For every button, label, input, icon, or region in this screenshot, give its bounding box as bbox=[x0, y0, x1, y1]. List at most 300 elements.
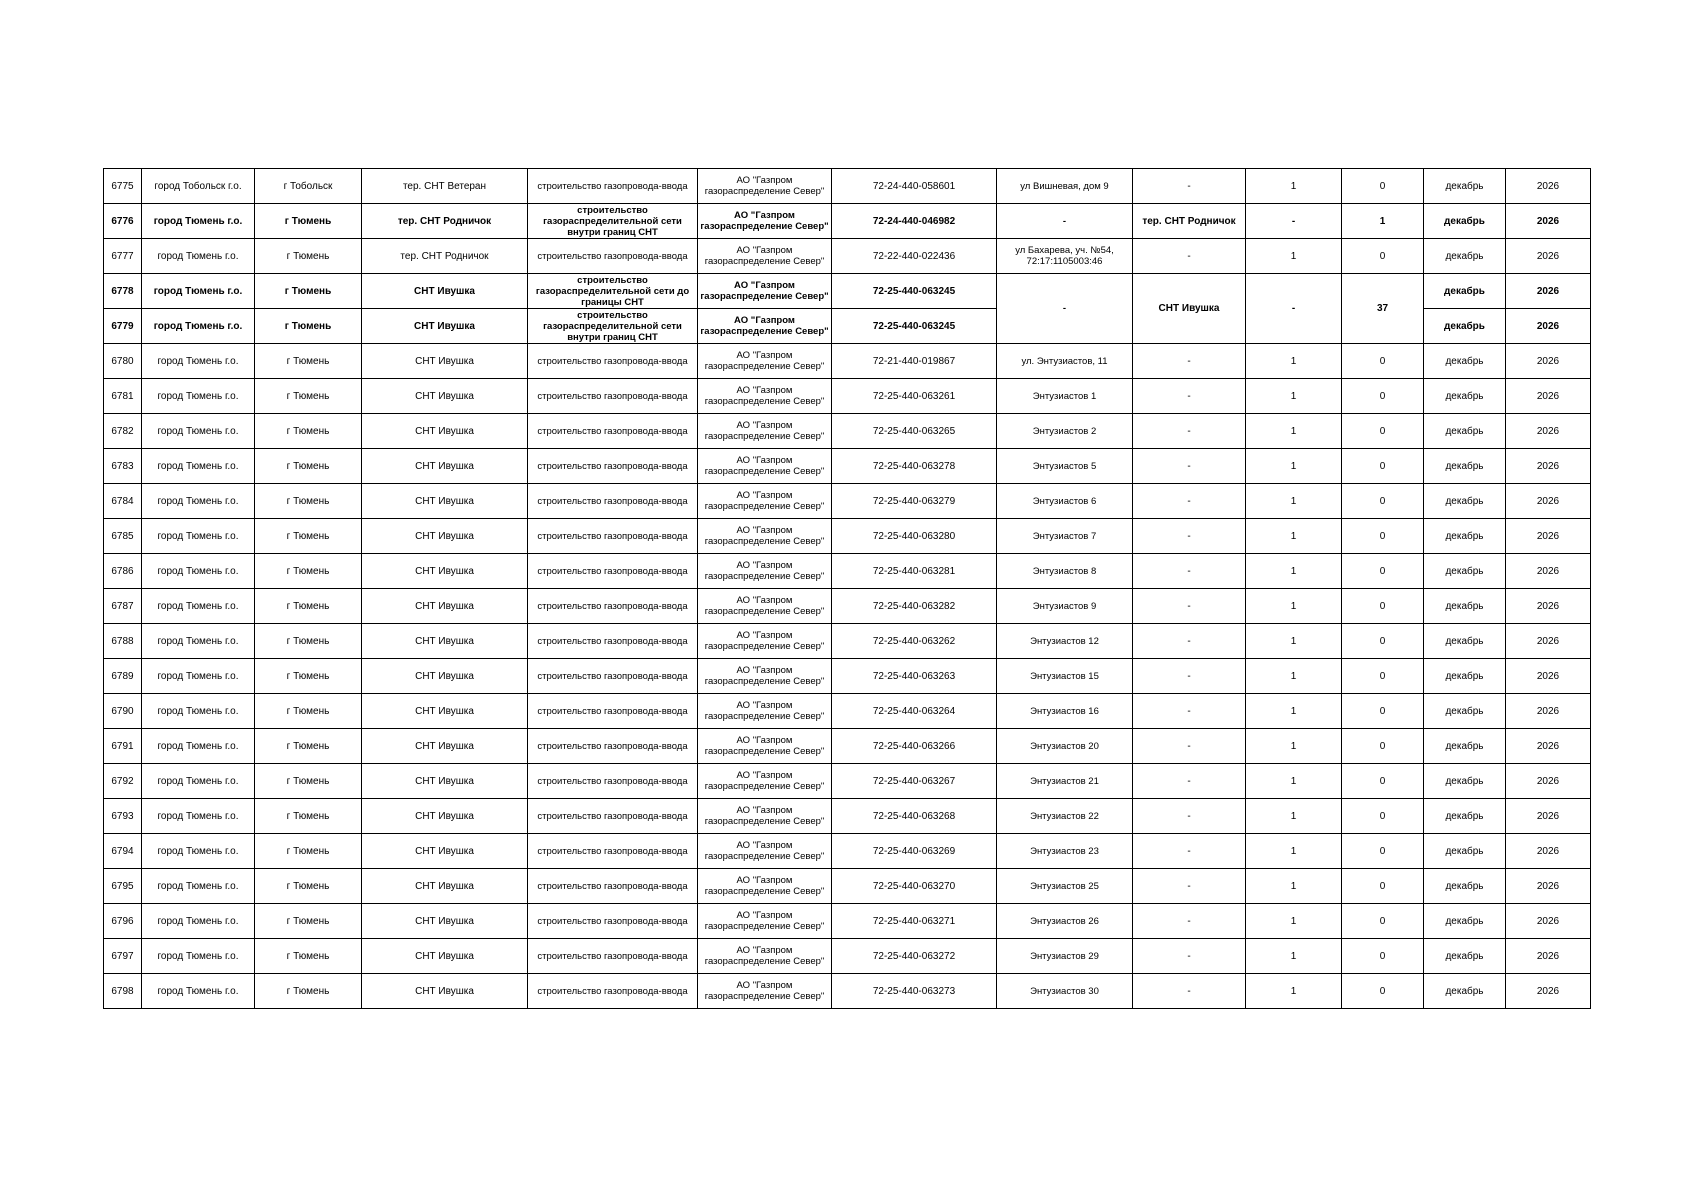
cell-snt-name: тер. СНТ Родничок bbox=[1133, 204, 1246, 239]
cell-application-number: 72-25-440-063279 bbox=[832, 484, 997, 519]
cell-application-number: 72-25-440-063282 bbox=[832, 589, 997, 624]
cell-snt-name: - bbox=[1133, 799, 1246, 834]
cell-row-number: 6797 bbox=[104, 939, 142, 974]
cell-application-number: 72-25-440-063264 bbox=[832, 694, 997, 729]
cell-month: декабрь bbox=[1424, 694, 1506, 729]
cell-work-type: строительство газопровода-ввода bbox=[528, 974, 698, 1009]
cell-organization: АО "Газпром газораспределение Север" bbox=[698, 554, 832, 589]
cell-month: декабрь bbox=[1424, 344, 1506, 379]
cell-locality: г Тюмень bbox=[255, 764, 362, 799]
cell-month: декабрь bbox=[1424, 799, 1506, 834]
cell-year: 2026 bbox=[1506, 904, 1591, 939]
cell-snt-name: - bbox=[1133, 519, 1246, 554]
cell-organization: АО "Газпром газораспределение Север" bbox=[698, 239, 832, 274]
cell-work-type: строительство газопровода-ввода bbox=[528, 554, 698, 589]
cell-year: 2026 bbox=[1506, 519, 1591, 554]
table-row bbox=[104, 834, 1591, 869]
cell-work-type: строительство газопровода-ввода bbox=[528, 344, 698, 379]
cell-address: Энтузиастов 7 bbox=[997, 519, 1133, 554]
cell-year: 2026 bbox=[1506, 834, 1591, 869]
cell-address: Энтузиастов 6 bbox=[997, 484, 1133, 519]
cell-snt-name: - bbox=[1133, 764, 1246, 799]
cell-work-type: строительство газопровода-ввода bbox=[528, 939, 698, 974]
cell-territory: СНТ Ивушка bbox=[362, 344, 528, 379]
cell-municipality: город Тюмень г.о. bbox=[142, 344, 255, 379]
cell-count-inputs: 1 bbox=[1246, 414, 1342, 449]
cell-row-number: 6796 bbox=[104, 904, 142, 939]
cell-count-inputs: 1 bbox=[1246, 799, 1342, 834]
cell-month: декабрь bbox=[1424, 519, 1506, 554]
cell-count-networks: 37 bbox=[1342, 274, 1424, 344]
cell-month: декабрь bbox=[1424, 204, 1506, 239]
cell-count-inputs: 1 bbox=[1246, 974, 1342, 1009]
cell-row-number: 6784 bbox=[104, 484, 142, 519]
cell-locality: г Тюмень bbox=[255, 519, 362, 554]
cell-organization: АО "Газпром газораспределение Север" bbox=[698, 939, 832, 974]
cell-address: Энтузиастов 8 bbox=[997, 554, 1133, 589]
cell-snt-name: - bbox=[1133, 939, 1246, 974]
cell-application-number: 72-25-440-063278 bbox=[832, 449, 997, 484]
table-row bbox=[104, 344, 1591, 379]
cell-work-type: строительство газопровода-ввода bbox=[528, 414, 698, 449]
cell-count-networks: 0 bbox=[1342, 869, 1424, 904]
cell-address: ул Вишневая, дом 9 bbox=[997, 169, 1133, 204]
cell-locality: г Тюмень bbox=[255, 869, 362, 904]
cell-work-type: строительство газопровода-ввода bbox=[528, 519, 698, 554]
cell-application-number: 72-25-440-063245 bbox=[832, 274, 997, 309]
cell-municipality: город Тюмень г.о. bbox=[142, 624, 255, 659]
cell-territory: СНТ Ивушка bbox=[362, 904, 528, 939]
cell-work-type: строительство газопровода-ввода bbox=[528, 169, 698, 204]
cell-work-type: строительство газопровода-ввода bbox=[528, 904, 698, 939]
cell-locality: г Тюмень bbox=[255, 904, 362, 939]
cell-snt-name: - bbox=[1133, 694, 1246, 729]
cell-snt-name: - bbox=[1133, 379, 1246, 414]
cell-territory: СНТ Ивушка bbox=[362, 659, 528, 694]
cell-work-type: строительство газопровода-ввода bbox=[528, 589, 698, 624]
cell-count-inputs: 1 bbox=[1246, 239, 1342, 274]
cell-count-inputs: 1 bbox=[1246, 484, 1342, 519]
cell-count-networks: 0 bbox=[1342, 169, 1424, 204]
cell-count-networks: 0 bbox=[1342, 414, 1424, 449]
cell-application-number: 72-24-440-046982 bbox=[832, 204, 997, 239]
cell-year: 2026 bbox=[1506, 694, 1591, 729]
table-row bbox=[104, 204, 1591, 239]
cell-organization: АО "Газпром газораспределение Север" bbox=[698, 344, 832, 379]
cell-address: Энтузиастов 5 bbox=[997, 449, 1133, 484]
cell-municipality: город Тюмень г.о. bbox=[142, 764, 255, 799]
cell-territory: СНТ Ивушка bbox=[362, 309, 528, 344]
cell-count-networks: 0 bbox=[1342, 799, 1424, 834]
cell-work-type: строительство газопровода-ввода bbox=[528, 659, 698, 694]
table-row bbox=[104, 974, 1591, 1009]
cell-snt-name: - bbox=[1133, 974, 1246, 1009]
cell-application-number: 72-25-440-063265 bbox=[832, 414, 997, 449]
cell-locality: г Тобольск bbox=[255, 169, 362, 204]
table-row bbox=[104, 939, 1591, 974]
cell-work-type: строительство газопровода-ввода bbox=[528, 834, 698, 869]
cell-organization: АО "Газпром газораспределение Север" bbox=[698, 484, 832, 519]
cell-month: декабрь bbox=[1424, 729, 1506, 764]
cell-application-number: 72-25-440-063262 bbox=[832, 624, 997, 659]
cell-organization: АО "Газпром газораспределение Север" bbox=[698, 589, 832, 624]
cell-address: Энтузиастов 26 bbox=[997, 904, 1133, 939]
cell-work-type: строительство газопровода-ввода bbox=[528, 624, 698, 659]
cell-count-inputs: 1 bbox=[1246, 869, 1342, 904]
cell-snt-name: - bbox=[1133, 449, 1246, 484]
cell-application-number: 72-21-440-019867 bbox=[832, 344, 997, 379]
cell-locality: г Тюмень bbox=[255, 484, 362, 519]
cell-territory: тер. СНТ Родничок bbox=[362, 204, 528, 239]
cell-count-networks: 0 bbox=[1342, 764, 1424, 799]
cell-count-inputs: 1 bbox=[1246, 519, 1342, 554]
cell-row-number: 6777 bbox=[104, 239, 142, 274]
cell-count-networks: 0 bbox=[1342, 624, 1424, 659]
cell-locality: г Тюмень bbox=[255, 659, 362, 694]
cell-snt-name: - bbox=[1133, 834, 1246, 869]
cell-address: - bbox=[997, 274, 1133, 344]
cell-month: декабрь bbox=[1424, 414, 1506, 449]
cell-address: ул Бахарева, уч. №54, 72:17:1105003:46 bbox=[997, 239, 1133, 274]
cell-year: 2026 bbox=[1506, 414, 1591, 449]
cell-snt-name: СНТ Ивушка bbox=[1133, 274, 1246, 344]
cell-month: декабрь bbox=[1424, 169, 1506, 204]
cell-month: декабрь bbox=[1424, 974, 1506, 1009]
cell-locality: г Тюмень bbox=[255, 729, 362, 764]
cell-organization: АО "Газпром газораспределение Север" bbox=[698, 169, 832, 204]
cell-count-networks: 0 bbox=[1342, 904, 1424, 939]
cell-row-number: 6776 bbox=[104, 204, 142, 239]
cell-snt-name: - bbox=[1133, 484, 1246, 519]
cell-address: Энтузиастов 9 bbox=[997, 589, 1133, 624]
cell-organization: АО "Газпром газораспределение Север" bbox=[698, 974, 832, 1009]
cell-locality: г Тюмень bbox=[255, 239, 362, 274]
cell-locality: г Тюмень bbox=[255, 974, 362, 1009]
table-row bbox=[104, 694, 1591, 729]
cell-year: 2026 bbox=[1506, 449, 1591, 484]
cell-month: декабрь bbox=[1424, 869, 1506, 904]
cell-row-number: 6790 bbox=[104, 694, 142, 729]
cell-application-number: 72-25-440-063270 bbox=[832, 869, 997, 904]
cell-count-networks: 0 bbox=[1342, 554, 1424, 589]
table-row bbox=[104, 274, 1591, 309]
cell-municipality: город Тюмень г.о. bbox=[142, 589, 255, 624]
cell-work-type: строительство газопровода-ввода bbox=[528, 799, 698, 834]
table-row bbox=[104, 729, 1591, 764]
cell-year: 2026 bbox=[1506, 869, 1591, 904]
cell-municipality: город Тюмень г.о. bbox=[142, 239, 255, 274]
cell-snt-name: - bbox=[1133, 904, 1246, 939]
cell-municipality: город Тобольск г.о. bbox=[142, 169, 255, 204]
cell-territory: СНТ Ивушка bbox=[362, 729, 528, 764]
cell-count-inputs: 1 bbox=[1246, 834, 1342, 869]
cell-count-networks: 0 bbox=[1342, 519, 1424, 554]
table-row bbox=[104, 169, 1591, 204]
table-row bbox=[104, 519, 1591, 554]
cell-organization: АО "Газпром газораспределение Север" bbox=[698, 659, 832, 694]
cell-row-number: 6791 bbox=[104, 729, 142, 764]
cell-count-networks: 0 bbox=[1342, 239, 1424, 274]
cell-municipality: город Тюмень г.о. bbox=[142, 904, 255, 939]
cell-work-type: строительство газопровода-ввода bbox=[528, 764, 698, 799]
cell-address: Энтузиастов 2 bbox=[997, 414, 1133, 449]
cell-count-inputs: 1 bbox=[1246, 344, 1342, 379]
cell-address: Энтузиастов 16 bbox=[997, 694, 1133, 729]
cell-snt-name: - bbox=[1133, 659, 1246, 694]
cell-organization: АО "Газпром газораспределение Север" bbox=[698, 414, 832, 449]
cell-territory: СНТ Ивушка bbox=[362, 589, 528, 624]
cell-application-number: 72-25-440-063263 bbox=[832, 659, 997, 694]
cell-year: 2026 bbox=[1506, 624, 1591, 659]
cell-application-number: 72-25-440-063272 bbox=[832, 939, 997, 974]
cell-locality: г Тюмень bbox=[255, 379, 362, 414]
cell-municipality: город Тюмень г.о. bbox=[142, 659, 255, 694]
cell-count-networks: 0 bbox=[1342, 449, 1424, 484]
table-row bbox=[104, 869, 1591, 904]
cell-locality: г Тюмень bbox=[255, 204, 362, 239]
cell-count-networks: 0 bbox=[1342, 729, 1424, 764]
cell-row-number: 6779 bbox=[104, 309, 142, 344]
cell-organization: АО "Газпром газораспределение Север" bbox=[698, 449, 832, 484]
cell-territory: СНТ Ивушка bbox=[362, 449, 528, 484]
table-body bbox=[104, 169, 1591, 1009]
cell-municipality: город Тюмень г.о. bbox=[142, 554, 255, 589]
cell-address: Энтузиастов 21 bbox=[997, 764, 1133, 799]
cell-snt-name: - bbox=[1133, 729, 1246, 764]
cell-application-number: 72-22-440-022436 bbox=[832, 239, 997, 274]
cell-snt-name: - bbox=[1133, 344, 1246, 379]
cell-count-inputs: - bbox=[1246, 204, 1342, 239]
cell-territory: СНТ Ивушка bbox=[362, 519, 528, 554]
cell-organization: АО "Газпром газораспределение Север" bbox=[698, 764, 832, 799]
cell-snt-name: - bbox=[1133, 624, 1246, 659]
cell-work-type: строительство газопровода-ввода bbox=[528, 869, 698, 904]
cell-address: ул. Энтузиастов, 11 bbox=[997, 344, 1133, 379]
cell-month: декабрь bbox=[1424, 834, 1506, 869]
cell-territory: СНТ Ивушка bbox=[362, 764, 528, 799]
cell-application-number: 72-25-440-063245 bbox=[832, 309, 997, 344]
cell-locality: г Тюмень bbox=[255, 554, 362, 589]
cell-work-type: строительство газопровода-ввода bbox=[528, 379, 698, 414]
cell-count-inputs: 1 bbox=[1246, 939, 1342, 974]
cell-territory: СНТ Ивушка bbox=[362, 554, 528, 589]
cell-count-inputs: 1 bbox=[1246, 554, 1342, 589]
cell-address: Энтузиастов 20 bbox=[997, 729, 1133, 764]
cell-count-inputs: 1 bbox=[1246, 589, 1342, 624]
cell-organization: АО "Газпром газораспределение Север" bbox=[698, 204, 832, 239]
cell-count-networks: 0 bbox=[1342, 694, 1424, 729]
cell-year: 2026 bbox=[1506, 239, 1591, 274]
cell-territory: СНТ Ивушка bbox=[362, 694, 528, 729]
table-row bbox=[104, 799, 1591, 834]
cell-municipality: город Тюмень г.о. bbox=[142, 799, 255, 834]
cell-work-type: строительство газораспределительной сети внутри границ СНТ bbox=[528, 309, 698, 344]
cell-row-number: 6780 bbox=[104, 344, 142, 379]
cell-month: декабрь bbox=[1424, 904, 1506, 939]
cell-locality: г Тюмень bbox=[255, 624, 362, 659]
gas-connection-schedule-table bbox=[103, 168, 1591, 1009]
cell-address: Энтузиастов 23 bbox=[997, 834, 1133, 869]
cell-year: 2026 bbox=[1506, 309, 1591, 344]
table-row bbox=[104, 624, 1591, 659]
cell-snt-name: - bbox=[1133, 554, 1246, 589]
cell-municipality: город Тюмень г.о. bbox=[142, 519, 255, 554]
cell-application-number: 72-24-440-058601 bbox=[832, 169, 997, 204]
cell-month: декабрь bbox=[1424, 939, 1506, 974]
cell-row-number: 6792 bbox=[104, 764, 142, 799]
cell-year: 2026 bbox=[1506, 274, 1591, 309]
table-row bbox=[104, 764, 1591, 799]
cell-year: 2026 bbox=[1506, 939, 1591, 974]
cell-municipality: город Тюмень г.о. bbox=[142, 694, 255, 729]
cell-count-networks: 0 bbox=[1342, 379, 1424, 414]
cell-row-number: 6795 bbox=[104, 869, 142, 904]
cell-count-inputs: 1 bbox=[1246, 449, 1342, 484]
cell-organization: АО "Газпром газораспределение Север" bbox=[698, 309, 832, 344]
cell-year: 2026 bbox=[1506, 589, 1591, 624]
cell-month: декабрь bbox=[1424, 379, 1506, 414]
cell-month: декабрь bbox=[1424, 589, 1506, 624]
cell-territory: СНТ Ивушка bbox=[362, 834, 528, 869]
cell-month: декабрь bbox=[1424, 554, 1506, 589]
cell-count-networks: 0 bbox=[1342, 974, 1424, 1009]
cell-address: - bbox=[997, 204, 1133, 239]
cell-address: Энтузиастов 29 bbox=[997, 939, 1133, 974]
cell-row-number: 6786 bbox=[104, 554, 142, 589]
cell-year: 2026 bbox=[1506, 554, 1591, 589]
cell-year: 2026 bbox=[1506, 484, 1591, 519]
cell-snt-name: - bbox=[1133, 239, 1246, 274]
cell-address: Энтузиастов 22 bbox=[997, 799, 1133, 834]
cell-month: декабрь bbox=[1424, 659, 1506, 694]
cell-year: 2026 bbox=[1506, 729, 1591, 764]
cell-work-type: строительство газораспределительной сети до границы СНТ bbox=[528, 274, 698, 309]
cell-snt-name: - bbox=[1133, 869, 1246, 904]
table-row bbox=[104, 414, 1591, 449]
cell-territory: СНТ Ивушка bbox=[362, 974, 528, 1009]
cell-address: Энтузиастов 15 bbox=[997, 659, 1133, 694]
cell-municipality: город Тюмень г.о. bbox=[142, 869, 255, 904]
cell-organization: АО "Газпром газораспределение Север" bbox=[698, 834, 832, 869]
cell-application-number: 72-25-440-063281 bbox=[832, 554, 997, 589]
cell-municipality: город Тюмень г.о. bbox=[142, 414, 255, 449]
cell-year: 2026 bbox=[1506, 764, 1591, 799]
cell-organization: АО "Газпром газораспределение Север" bbox=[698, 799, 832, 834]
cell-count-networks: 0 bbox=[1342, 589, 1424, 624]
cell-snt-name: - bbox=[1133, 589, 1246, 624]
cell-territory: СНТ Ивушка bbox=[362, 869, 528, 904]
cell-count-networks: 0 bbox=[1342, 834, 1424, 869]
cell-row-number: 6788 bbox=[104, 624, 142, 659]
cell-territory: тер. СНТ Родничок bbox=[362, 239, 528, 274]
table-row bbox=[104, 589, 1591, 624]
cell-municipality: город Тюмень г.о. bbox=[142, 484, 255, 519]
cell-organization: АО "Газпром газораспределение Север" bbox=[698, 624, 832, 659]
cell-count-networks: 0 bbox=[1342, 659, 1424, 694]
cell-count-inputs: 1 bbox=[1246, 729, 1342, 764]
cell-address: Энтузиастов 30 bbox=[997, 974, 1133, 1009]
cell-work-type: строительство газопровода-ввода bbox=[528, 729, 698, 764]
cell-locality: г Тюмень bbox=[255, 834, 362, 869]
cell-row-number: 6789 bbox=[104, 659, 142, 694]
cell-application-number: 72-25-440-063267 bbox=[832, 764, 997, 799]
cell-work-type: строительство газопровода-ввода bbox=[528, 694, 698, 729]
cell-municipality: город Тюмень г.о. bbox=[142, 309, 255, 344]
table-row bbox=[104, 484, 1591, 519]
cell-work-type: строительство газопровода-ввода bbox=[528, 449, 698, 484]
cell-territory: СНТ Ивушка bbox=[362, 799, 528, 834]
cell-address: Энтузиастов 25 bbox=[997, 869, 1133, 904]
cell-month: декабрь bbox=[1424, 449, 1506, 484]
cell-locality: г Тюмень bbox=[255, 309, 362, 344]
cell-municipality: город Тюмень г.о. bbox=[142, 974, 255, 1009]
cell-locality: г Тюмень bbox=[255, 799, 362, 834]
cell-organization: АО "Газпром газораспределение Север" bbox=[698, 729, 832, 764]
cell-application-number: 72-25-440-063268 bbox=[832, 799, 997, 834]
cell-municipality: город Тюмень г.о. bbox=[142, 204, 255, 239]
cell-application-number: 72-25-440-063280 bbox=[832, 519, 997, 554]
cell-locality: г Тюмень bbox=[255, 449, 362, 484]
cell-row-number: 6793 bbox=[104, 799, 142, 834]
cell-row-number: 6787 bbox=[104, 589, 142, 624]
cell-organization: АО "Газпром газораспределение Север" bbox=[698, 904, 832, 939]
cell-application-number: 72-25-440-063261 bbox=[832, 379, 997, 414]
cell-locality: г Тюмень bbox=[255, 694, 362, 729]
cell-year: 2026 bbox=[1506, 974, 1591, 1009]
cell-row-number: 6785 bbox=[104, 519, 142, 554]
cell-municipality: город Тюмень г.о. bbox=[142, 274, 255, 309]
cell-count-networks: 1 bbox=[1342, 204, 1424, 239]
cell-work-type: строительство газопровода-ввода bbox=[528, 484, 698, 519]
cell-municipality: город Тюмень г.о. bbox=[142, 939, 255, 974]
cell-territory: СНТ Ивушка bbox=[362, 274, 528, 309]
cell-month: декабрь bbox=[1424, 484, 1506, 519]
cell-year: 2026 bbox=[1506, 204, 1591, 239]
cell-count-inputs: - bbox=[1246, 274, 1342, 344]
cell-municipality: город Тюмень г.о. bbox=[142, 729, 255, 764]
cell-row-number: 6794 bbox=[104, 834, 142, 869]
cell-municipality: город Тюмень г.о. bbox=[142, 834, 255, 869]
cell-count-inputs: 1 bbox=[1246, 764, 1342, 799]
table-row bbox=[104, 449, 1591, 484]
cell-locality: г Тюмень bbox=[255, 274, 362, 309]
cell-work-type: строительство газопровода-ввода bbox=[528, 239, 698, 274]
cell-territory: СНТ Ивушка bbox=[362, 624, 528, 659]
cell-organization: АО "Газпром газораспределение Север" bbox=[698, 869, 832, 904]
cell-application-number: 72-25-440-063266 bbox=[832, 729, 997, 764]
cell-organization: АО "Газпром газораспределение Север" bbox=[698, 274, 832, 309]
cell-snt-name: - bbox=[1133, 169, 1246, 204]
cell-month: декабрь bbox=[1424, 624, 1506, 659]
cell-count-networks: 0 bbox=[1342, 344, 1424, 379]
cell-territory: СНТ Ивушка bbox=[362, 484, 528, 519]
cell-territory: СНТ Ивушка bbox=[362, 379, 528, 414]
cell-month: декабрь bbox=[1424, 309, 1506, 344]
cell-year: 2026 bbox=[1506, 659, 1591, 694]
cell-territory: СНТ Ивушка bbox=[362, 939, 528, 974]
cell-count-inputs: 1 bbox=[1246, 379, 1342, 414]
cell-application-number: 72-25-440-063273 bbox=[832, 974, 997, 1009]
cell-municipality: город Тюмень г.о. bbox=[142, 379, 255, 414]
cell-organization: АО "Газпром газораспределение Север" bbox=[698, 379, 832, 414]
cell-year: 2026 bbox=[1506, 799, 1591, 834]
cell-application-number: 72-25-440-063271 bbox=[832, 904, 997, 939]
cell-organization: АО "Газпром газораспределение Север" bbox=[698, 694, 832, 729]
cell-count-networks: 0 bbox=[1342, 939, 1424, 974]
cell-work-type: строительство газораспределительной сети внутри границ СНТ bbox=[528, 204, 698, 239]
cell-row-number: 6782 bbox=[104, 414, 142, 449]
cell-month: декабрь bbox=[1424, 274, 1506, 309]
